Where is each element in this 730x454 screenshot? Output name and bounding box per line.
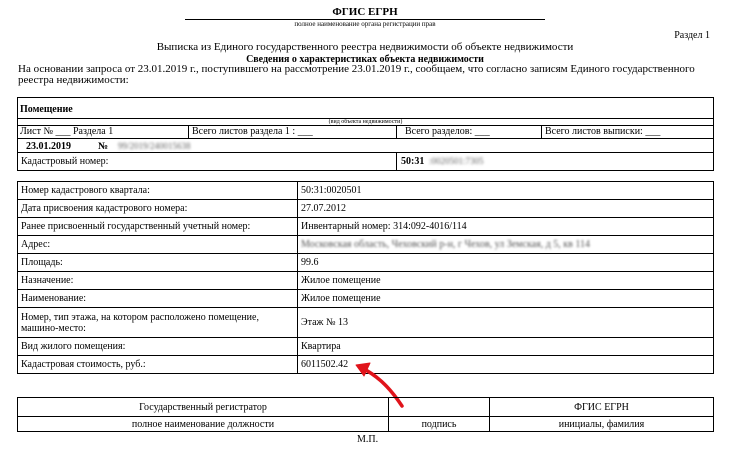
- document-title: Выписка из Единого государственного реестра недвижимости об объекте недвижимости: [156, 41, 574, 53]
- row-value: [298, 236, 714, 254]
- object-type-caption: (вид объекта недвижимости): [328, 119, 403, 125]
- row-label: Площадь:: [18, 254, 298, 272]
- row-label: Назначение:: [18, 272, 298, 290]
- document-subtitle: Сведения о характеристиках объекта недвижимости: [246, 54, 484, 65]
- row-label: Номер кадастрового квартала:: [18, 182, 298, 200]
- row-value: 6011502.42: [298, 356, 714, 374]
- table-row: [18, 236, 714, 254]
- table-row: [18, 200, 714, 218]
- cadastral-number-hidden: :0020501:7305: [429, 156, 484, 166]
- cadastral-number: 50:31: [401, 156, 425, 167]
- divider: [18, 152, 713, 153]
- row-value: Квартира: [298, 338, 714, 356]
- row-value: Этаж № 13: [298, 308, 714, 338]
- position-caption: полное наименование должности: [18, 417, 389, 432]
- sheet-number: Лист № ___ Раздела 1: [20, 126, 114, 137]
- characteristics-table: [17, 181, 714, 374]
- section-label: Раздел 1: [674, 30, 710, 41]
- total-sheets: Всего листов выписки: ___: [545, 126, 661, 137]
- table-row: [18, 272, 714, 290]
- divider: [188, 125, 189, 138]
- org-caption: полное наименование органа регистрации прав: [294, 20, 436, 28]
- table-row: [18, 290, 714, 308]
- row-value: 50:31:0020501: [298, 182, 714, 200]
- table-row: [18, 254, 714, 272]
- signature-caption: подпись: [389, 417, 490, 432]
- row-value: Жилое помещение: [298, 290, 714, 308]
- row-label: Дата присвоения кадастрового номера:: [18, 200, 298, 218]
- row-label: Ранее присвоенный государственный учетный номер:: [18, 218, 298, 236]
- address-value-blurred: Московская область, Чеховский р-н, г Чехов, ул Земская, д 5, кв 114: [301, 239, 590, 250]
- registrar-org: ФГИС ЕГРН: [490, 398, 714, 417]
- total-sheets-section: Всего листов раздела 1 : ___: [192, 126, 313, 137]
- cadastral-label: Кадастровый номер:: [21, 156, 109, 167]
- basis-paragraph: На основании запроса от 23.01.2019 г., поступившего на рассмотрение 23.01.2019 г., сообщаем, что согласно записям Единого государственного реестра недвижимости:: [18, 63, 695, 86]
- table-row: [18, 338, 714, 356]
- initials-caption: инициалы, фамилия: [490, 417, 714, 432]
- row-label: Номер, тип этажа, на котором расположено помещение, машино-место:: [18, 308, 298, 338]
- registrar-title: Государственный регистратор: [18, 398, 389, 417]
- extract-date: 23.01.2019: [26, 141, 71, 152]
- divider: [541, 125, 542, 138]
- extract-number: 99/2019/240015638: [118, 141, 191, 151]
- row-label: Кадастровая стоимость, руб.:: [18, 356, 298, 374]
- row-label: Вид жилого помещения:: [18, 338, 298, 356]
- row-value: Инвентарный номер: 314:092-4016/114: [298, 218, 714, 236]
- signature-table: [17, 397, 714, 432]
- stamp-place: М.П.: [357, 434, 379, 445]
- total-sections: Всего разделов: ___: [405, 126, 490, 137]
- table-row: [18, 182, 714, 200]
- row-value: 27.07.2012: [298, 200, 714, 218]
- divider: [396, 125, 397, 138]
- signature-cell: [389, 398, 490, 417]
- number-label: №: [98, 141, 109, 152]
- table-row: [18, 308, 714, 338]
- object-type: Помещение: [20, 104, 73, 115]
- table-row: [18, 218, 714, 236]
- row-value: Жилое помещение: [298, 272, 714, 290]
- divider: [18, 138, 713, 139]
- org-title: ФГИС ЕГРН: [332, 6, 398, 18]
- row-label: Наименование:: [18, 290, 298, 308]
- row-value: 99.6: [298, 254, 714, 272]
- divider: [396, 152, 397, 170]
- row-label: Адрес:: [18, 236, 298, 254]
- object-info-block: [17, 97, 714, 171]
